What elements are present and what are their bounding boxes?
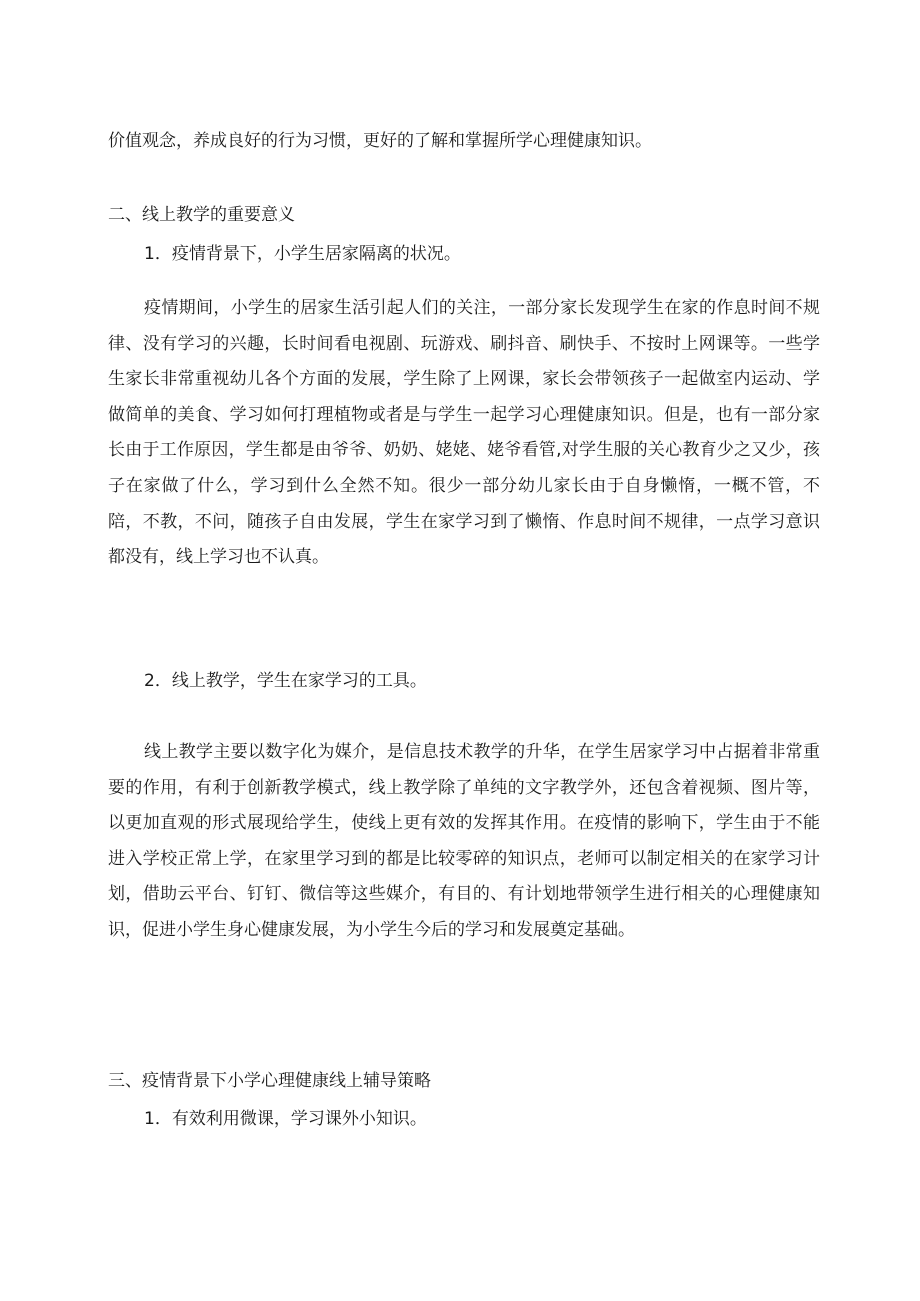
section-3-heading: 三、疫情背景下小学心理健康线上辅导策略 xyxy=(108,1071,431,1091)
section-2-sub-2-title: 2．线上教学，学生在家学习的工具。 xyxy=(144,671,427,691)
continuation-line: 价值观念，养成良好的行为习惯，更好的了解和掌握所学心理健康知识。 xyxy=(108,131,652,151)
section-2-sub-1-paragraph: 疫情期间，小学生的居家生活引起人们的关注，一部分家长发现学生在家的作息时间不规律、没有学习的兴趣，长时间看电视剧、玩游戏、刷抖音、刷快手、不按时上网课等。一些学生家长非常重视幼儿各个方面的发展，学生除了上网课，家长会带领孩子一起做室内运动、学做简单的美食、学习如何打理植物或者是与学生一起学习心理健康知识。但是，也有一部分家长由于工作原因，学生都是由爷爷、奶奶、姥姥、姥爷看管,对学生服的关心教育少之又少，孩子在家做了什么，学习到什么全然不知。很少一部分幼儿家长由于自身懒惰，一概不管，不陪，不教，不问，随孩子自由发展，学生在家学习到了懒惰、作息时间不规律，一点学习意识都没有，线上学习也不认真。 xyxy=(108,298,820,568)
section-3-sub-1-title: 1．有效利用微课，学习课外小知识。 xyxy=(144,1109,427,1129)
section-2-sub-2-paragraph: 线上教学主要以数字化为媒介，是信息技术教学的升华，在学生居家学习中占据着非常重要的作用，有利于创新教学模式，线上教学除了单纯的文字教学外，还包含着视频、图片等，以更加直观的形式展现给学生，使线上更有效的发挥其作用。在疫情的影响下，学生由于不能进入学校正常上学，在家里学习到的都是比较零碎的知识点，老师可以制定相关的在家学习计划，借助云平台、钉钉、微信等这些媒介，有目的、有计划地带领学生进行相关的心理健康知识，促进小学生身心健康发展，为小学生今后的学习和发展奠定基础。 xyxy=(108,742,820,940)
section-2-sub-1-title: 1．疫情背景下，小学生居家隔离的状况。 xyxy=(144,244,461,264)
section-2-heading: 二、线上教学的重要意义 xyxy=(108,205,295,225)
